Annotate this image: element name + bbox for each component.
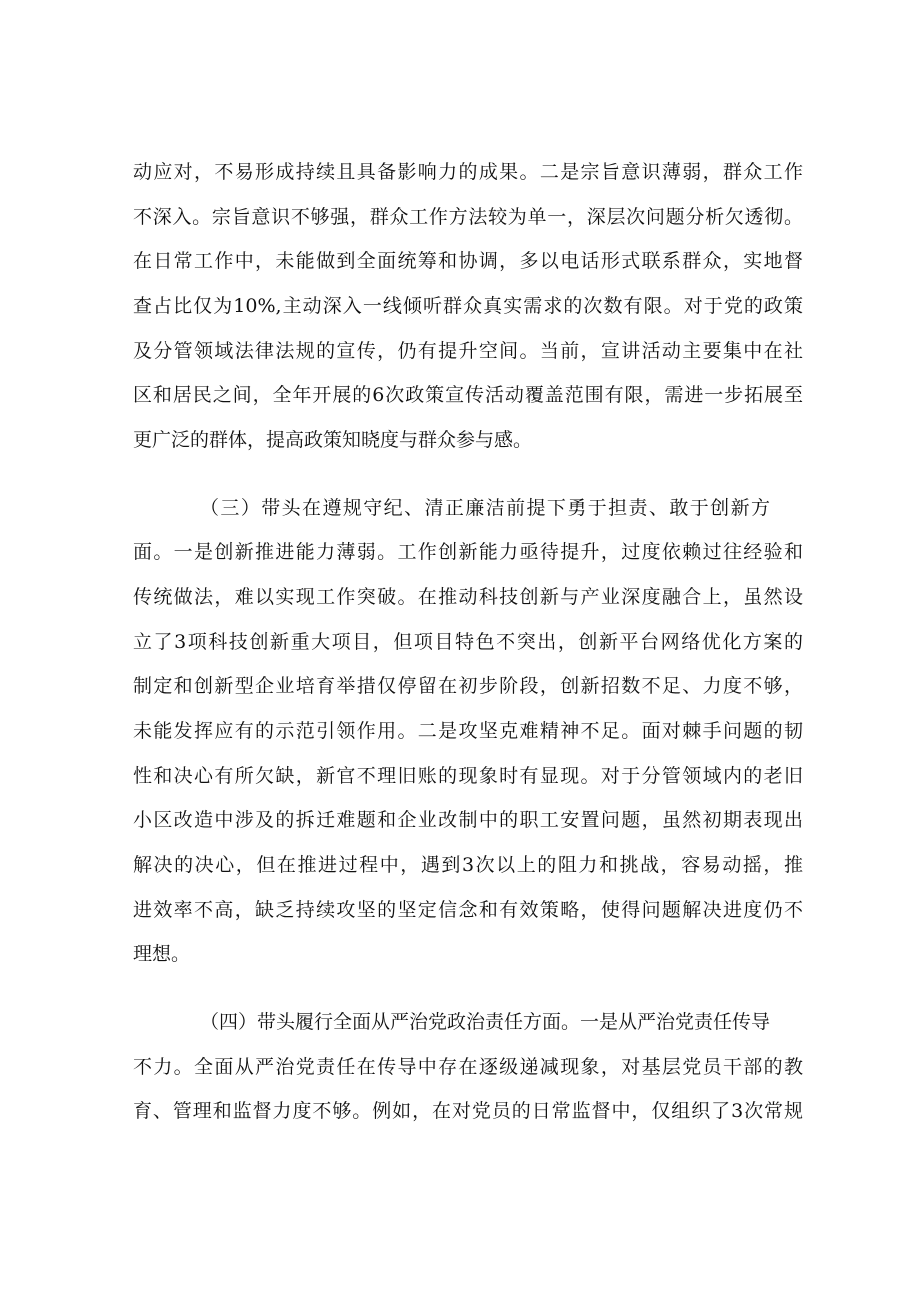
text-line: 解决的决心，但在推进过程中，遇到3次以上的阻力和挑战，容易动摇，推 [133, 854, 803, 876]
text-line: 立了3项科技创新重大项目，但项目特色不突出，创新平台网络优化方案的 [133, 631, 803, 653]
text-line: 面。一是创新推进能力薄弱。工作创新能力亟待提升，过度依赖过往经验和 [133, 541, 803, 563]
text-line: 不力。全面从严治党责任在传导中存在逐级递减现象，对基层党员干部的教 [133, 1056, 803, 1078]
text-line: 及分管领域法律法规的宣传，仍有提升空间。当前，宣讲活动主要集中在社 [133, 340, 803, 362]
text-line: 查占比仅为10%,主动深入一线倾听群众真实需求的次数有限。对于党的政策 [133, 295, 803, 317]
text-line: 不深入。宗旨意识不够强，群众工作方法较为单一，深层次问题分析欠透彻。 [133, 206, 803, 228]
text-line: 动应对，不易形成持续且具备影响力的成果。二是宗旨意识薄弱，群众工作 [133, 161, 803, 183]
text-line: 育、管理和监督力度不够。例如，在对党员的日常监督中，仅组织了3次常规 [133, 1100, 803, 1122]
text-line: 进效率不高，缺乏持续攻坚的坚定信念和有效策略，使得问题解决进度仍不 [133, 899, 803, 921]
text-line: 在日常工作中，未能做到全面统筹和协调，多以电话形式联系群众，实地督 [133, 250, 803, 272]
text-line: 小区改造中涉及的拆迁难题和企业改制中的职工安置问题，虽然初期表现出 [133, 809, 803, 831]
text-line: 未能发挥应有的示范引领作用。二是攻坚克难精神不足。面对棘手问题的韧 [133, 720, 803, 742]
text-line: 制定和创新型企业培育举措仅停留在初步阶段，创新招数不足、力度不够， [133, 675, 803, 697]
text-line: 区和居民之间，全年开展的6次政策宣传活动覆盖范围有限，需进一步拓展至 [133, 384, 803, 406]
text-line: 理想。 [133, 943, 191, 965]
text-line: 更广泛的群体，提高政策知晓度与群众参与感。 [133, 429, 533, 451]
text-line: 传统做法，难以实现工作突破。在推动科技创新与产业深度融合上，虽然设 [133, 586, 803, 608]
section-heading-4: （四）带头履行全面从严治党政治责任方面。一是从严治党责任传导 [200, 1011, 770, 1033]
text-line: 性和决心有所欠缺，新官不理旧账的现象时有显现。对于分管领域内的老旧 [133, 765, 803, 787]
section-heading-3: （三）带头在遵规守纪、清正廉洁前提下勇于担责、敢于创新方 [200, 497, 770, 519]
